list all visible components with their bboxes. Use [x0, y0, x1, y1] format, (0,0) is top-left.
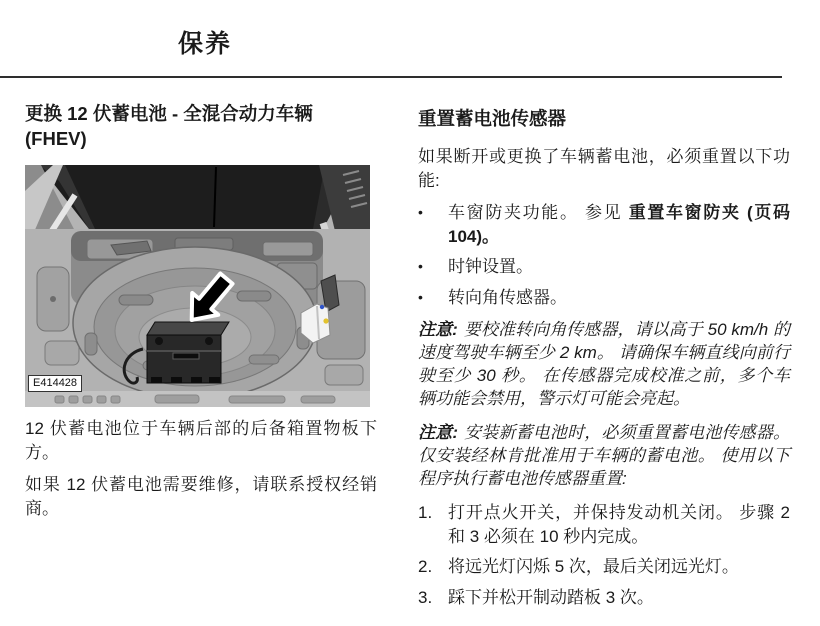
bumper-strip	[25, 391, 370, 407]
paragraph-reset-intro: 如果断开或更换了车辆蓄电池，必须重置以下功能:	[418, 147, 790, 190]
paragraph-battery-location: 12 伏蓄电池位于车辆后部的后备箱置物板下方。	[25, 419, 377, 462]
trunk-battery-figure	[25, 165, 370, 407]
step-item	[418, 501, 790, 548]
note-text: 安装新蓄电池时，必须重置蓄电池传感器。 仅安装经林肯批准用于车辆的蓄电池。 使用以下程序执行蓄电池传感器重置:	[418, 423, 790, 488]
list-item	[418, 255, 790, 279]
list-item	[418, 201, 790, 248]
bullet-text-pre: 转向角传感器。	[448, 287, 567, 307]
bullet-icon: •	[418, 204, 423, 220]
note-sensor-calibration	[418, 318, 790, 410]
reset-procedure-steps	[418, 501, 790, 609]
seatback-panel	[39, 165, 357, 229]
section-heading-replace-battery	[25, 101, 377, 151]
list-item	[418, 286, 790, 310]
bullet-icon: •	[418, 288, 423, 305]
page-title: 保养	[177, 30, 232, 58]
step-number: 1.	[418, 503, 433, 522]
header-divider	[0, 76, 782, 78]
trunk-illustration	[25, 165, 370, 407]
right-column	[418, 106, 790, 616]
bullet-icon: •	[418, 258, 423, 274]
bullet-text-bold-crossref: 重置车窗防夹 (页码 104)。	[448, 203, 790, 246]
figure-label: E414428	[28, 375, 82, 392]
list-item-text	[448, 201, 790, 248]
note-new-battery	[418, 421, 790, 490]
list-item-text	[448, 255, 790, 279]
heading-line1: 更换 12 伏蓄电池 - 全混合动力车辆	[25, 103, 313, 124]
step-text: 打开点火开关，并保持发动机关闭。 步骤 2 和 3 必须在 10 秒内完成。	[448, 503, 790, 546]
step-number: 3.	[418, 587, 433, 607]
paragraph-battery-service: 如果 12 伏蓄电池需要维修，请联系授权经销商。	[25, 475, 377, 518]
list-item-text	[448, 286, 790, 310]
left-column	[25, 101, 377, 529]
step-item	[418, 586, 790, 610]
note-text: 要校准转向角传感器，请以高于 50 km/h 的速度驾驶车辆至少 2 km。 请确保车辆直线向前行驶至少 30 秒。 在传感器完成校准之前，多个车辆功能会禁用，警示灯可能会亮起。	[418, 320, 790, 408]
step-text: 踩下并松开制动踏板 3 次。	[448, 587, 654, 607]
bullet-text-pre: 时钟设置。	[448, 257, 533, 276]
step-text: 将远光灯闪烁 5 次，最后关闭远光灯。	[448, 557, 739, 576]
section-heading-reset-sensor: 重置蓄电池传感器	[418, 108, 567, 129]
note-label: 注意:	[418, 423, 458, 442]
bullet-text-pre: 车窗防夹功能。 参见	[448, 203, 629, 222]
heading-line2: (FHEV)	[25, 128, 87, 149]
step-number: 2.	[418, 557, 433, 576]
note-label: 注意:	[418, 320, 458, 339]
reset-items-list	[418, 201, 790, 309]
step-item	[418, 555, 790, 579]
